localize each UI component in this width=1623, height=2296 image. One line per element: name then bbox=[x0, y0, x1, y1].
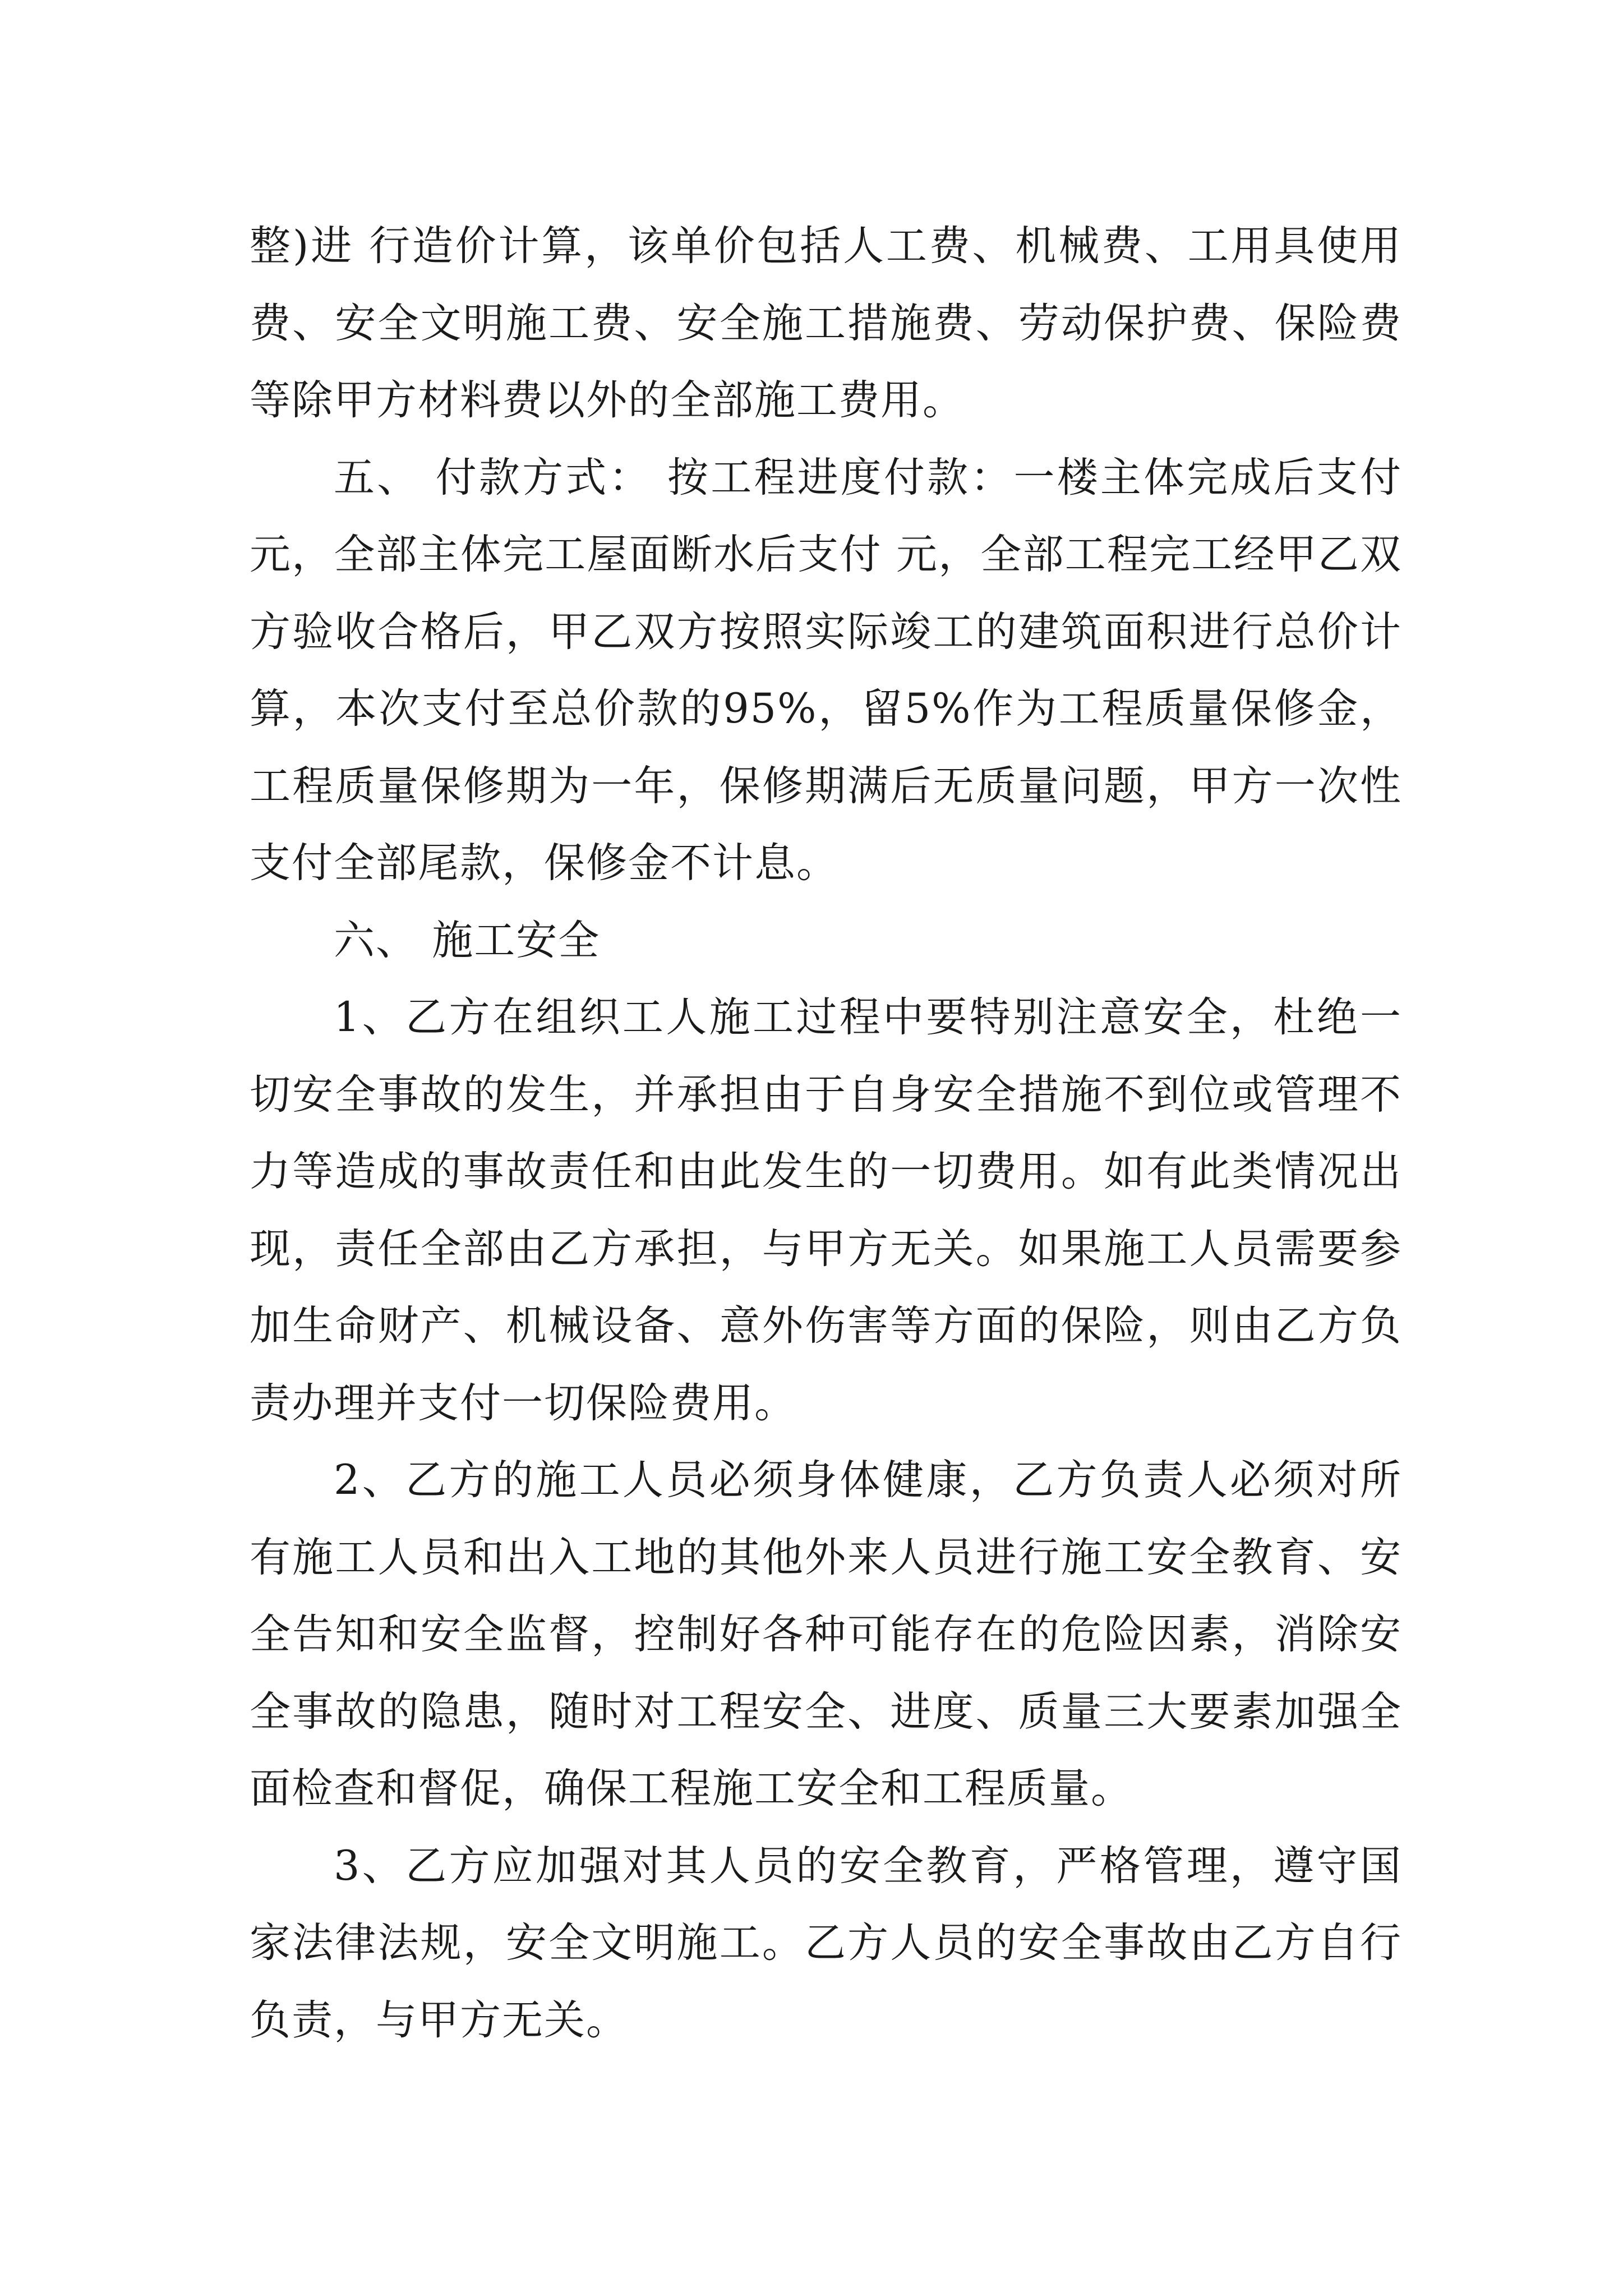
paragraph-safety-item-1: 1、乙方在组织工人施工过程中要特别注意安全，杜绝一切安全事故的发生，并承担由于自身安全措施不到位或管理不力等造成的事故责任和由此发生的一切费用。如有此类情况出现，责任全部由乙方承担，与甲方无关。如果施工人员需要参加生命财产、机械设备、意外伤害等方面的保险，则由乙方负责办理并支付一切保险费用。 bbox=[250, 993, 1402, 1427]
paragraph-safety-item-2: 2、乙方的施工人员必须身体健康，乙方负责人必须对所有施工人员和出入工地的其他外来人员进行施工安全教育、安全告知和安全监督，控制好各种可能存在的危险因素，消除安全事故的隐患，随时对工程安全、进度、质量三大要素加强全面检查和督促，确保工程施工安全和工程质量。 bbox=[250, 1456, 1402, 1812]
document-body bbox=[250, 208, 1402, 2059]
section-heading-construction-safety: 六、 施工安全 bbox=[334, 916, 601, 964]
paragraph-safety-item-3: 3、乙方应加强对其人员的安全教育，严格管理，遵守国家法律法规，安全文明施工。乙方人员的安全事故由乙方自行负责，与甲方无关。 bbox=[250, 1842, 1402, 2044]
paragraph-pricing-continuation: 整)进 行造价计算，该单价包括人工费、机械费、工用具使用费、安全文明施工费、安全施工措施费、劳动保护费、保险费等除甲方材料费以外的全部施工费用。 bbox=[250, 222, 1402, 424]
paragraph-payment-terms: 五、 付款方式： 按工程进度付款：一楼主体完成后支付 元，全部主体完工屋面断水后支付 元，全部工程完工经甲乙双方验收合格后，甲乙双方按照实际竣工的建筑面积进行总价计算，本次支付至总价款的95%，留5%作为工程质量保修金，工程质量保修期为一年，保修期满后无质量问题，甲方一次性支付全部尾款，保修金不计息。 bbox=[250, 453, 1402, 887]
